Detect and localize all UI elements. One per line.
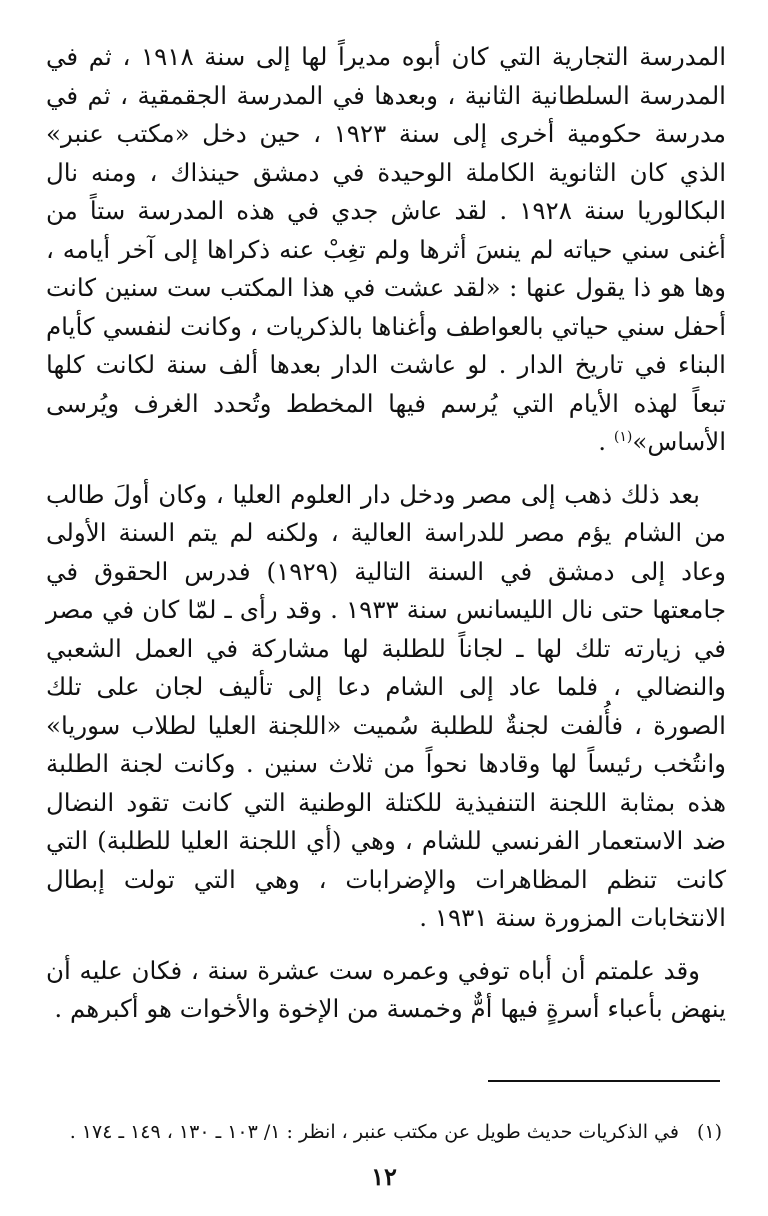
page-number: ١٢ xyxy=(371,1162,397,1191)
paragraph-1-text: المدرسة التجارية التي كان أبوه مديراً لها إلى سنة ١٩١٨ ، ثم في المدرسة السلطانية الثانية ، وبعدها في المدرسة الجقمقية ، ثم في مدرسة حكومية أخرى إلى سنة ١٩٢٣ ، حين دخل «مكتب عنبر» الذي كان الثانوية الكاملة الوحيدة في دمشق حينذاك ، ومنه نال البكالوريا سنة ١٩٢٨ . لقد عاش جدي في هذه المدرسة ستاً من أغنى سني حياته لم ينسَ أثرها ولم تغِبْ عنه ذكراها إلى آخر أيامه ، وها هو ذا يقول عنها : «لقد عشت في هذا المكتب ست سنين كانت أحفل سني حياتي بالعواطف وأغناها بالذكريات ، وكانت لنفسي كأيام البناء في تاريخ الدار . لو عاشت الدار بعدها ألف سنة لكانت كلها تبعاً لهذه الأيام التي يُرسم فيها المخطط وتُحدد الغرف ويُرسى الأساس» xyxy=(46,42,726,456)
paragraph-2 xyxy=(46,476,726,938)
footnote xyxy=(56,1118,722,1146)
paragraph-2-text: بعد ذلك ذهب إلى مصر ودخل دار العلوم العليا ، وكان أولَ طالب من الشام يؤم مصر للدراسة العالية ، ولكنه لم يتم السنة الأولى وعاد إلى دمشق في السنة التالية (١٩٢٩) فدرس الحقوق في جامعتها حتى نال الليسانس سنة ١٩٣٣ . وقد رأى ـ لمّا كان في مصر في زيارته تلك لها ـ لجاناً للطلبة لها مشاركة في العمل الشعبي والنضالي ، فلما عاد إلى الشام دعا إلى تأليف لجان على تلك الصورة ، فأُلفت لجنةٌ للطلبة سُميت «اللجنة العليا لطلاب سوريا» وانتُخب رئيساً لها وقادها نحواً من ثلاث سنين . وكانت لجنة الطلبة هذه بمثابة اللجنة التنفيذية للكتلة الوطنية التي كانت تقود النضال ضد الاستعمار الفرنسي للشام ، وهي (أي اللجنة العليا للطلبة) التي كانت تنظم المظاهرات والإضرابات ، وهي التي تولت إبطال الانتخابات المزورة سنة ١٩٣١ . xyxy=(46,479,726,932)
footnote-reference[interactable]: (١) xyxy=(613,428,633,445)
paragraph-3-text: وقد علمتم أن أباه توفي وعمره ست عشرة سنة ، فكان عليه أن ينهض بأعباء أسرةٍ فيها أمٌّ وخمسة من الإخوة والأخوات هو أكبرهم . xyxy=(46,955,726,1023)
footnote-marker: (١) xyxy=(696,1121,722,1143)
paragraph-1 xyxy=(46,38,726,462)
footnote-text: في الذكريات حديث طويل عن مكتب عنبر ، انظر : ١/ ١٠٣ ـ ١٣٠ ، ١٤٩ ـ ١٧٤ . xyxy=(69,1121,679,1143)
page-body xyxy=(46,38,726,1029)
paragraph-3 xyxy=(46,952,726,1029)
paragraph-1-end: . xyxy=(598,427,614,456)
footnote-divider xyxy=(488,1080,720,1082)
